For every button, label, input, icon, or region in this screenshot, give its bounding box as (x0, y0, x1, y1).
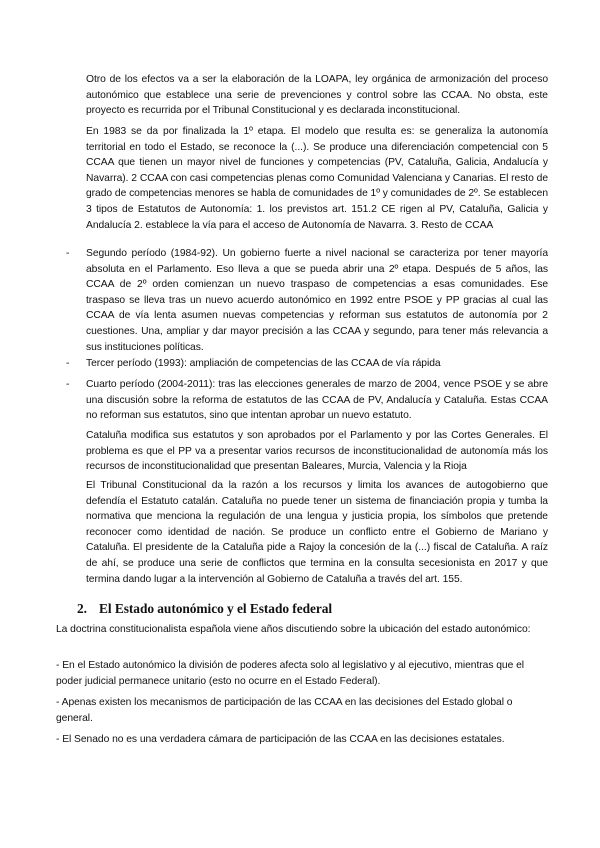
bullet-dash: - (66, 358, 70, 369)
paragraph-1983-stage: En 1983 se da por finalizada la 1º etapa. El modelo que resulta es: se generaliza la autonomía territorial en todo el Estado, se reconoce la (...). Se produce una diferenciación competencial con 5 CCAA que tienen un mayor nivel de funciones y competencias (PV, Cataluña, Galicia, Andalucía y Navarra). 2 CCAA con casi competencias plenas como Comunidad Valenciana y Canarias. El resto de grado de competencias menores se habla de comunidades de 1º y comunidades de 2º. Se establecen 3 tipos de Estatutos de Autonomía: 1. los previstos art. 151.2 CE rigen al PV, Cataluña, Galicia y Andalucía 2. establece la vía para el acceso de Autonomía de Navarra. 3. Resto de CCAA (86, 126, 548, 231)
bullet-dash: - (66, 248, 70, 259)
paragraph-cataluna-statutes: Cataluña modifica sus estatutos y son aprobados por el Parlamento y por las Cortes Generales. El problema es que el PP va a presentar varios recursos de inconstitucionalidad de autonomía más los recursos de inconstitucionalidad que presentan Baleares, Murcia, Valencia y la Rioja (86, 430, 548, 473)
paragraph-loapa: Otro de los efectos va a ser la elaboración de la LOAPA, ley orgánica de armonización del proceso autonómico que establece una serie de prevenciones y control sobre las CCAA. No obsta, este proyecto es recurrida por el Tribunal Constitucional y es declarada inconstitucional. (86, 74, 548, 117)
section-title: El Estado autonómico y el Estado federal (99, 601, 333, 616)
bullet-text: Segundo período (1984-92). Un gobierno fuerte a nivel nacional se caracteriza por tener mayoría absoluta en el Parlamento. Eso lleva a que se pueda abrir una 2º etapa. Después de 5 años, las CCAA de 2º orden comienzan un nuevo traspaso de competencias a esas comunidades. Ese traspaso se lleva tras un nuevo acuerdo autonómico en 1992 entre PSOE y PP gracias al cual las CCAA de vía lenta asumen nuevas competencias y reforman sus estatutos de autonomía por 2 cuestiones. Una, ampliar y dar mayor precisión a las CCAA y segundo, para tener más relevancia a sus instituciones políticas. (86, 248, 548, 353)
bullet-dash: - (66, 379, 70, 390)
paragraph-point-3: - El Senado no es una verdadera cámara de participación de las CCAA en las decisiones estatales. (56, 734, 505, 745)
paragraph-constitutional-court: El Tribunal Constitucional da la razón a los recursos y limita los avances de autogobierno que defendía el Estatuto catalán. Cataluña no puede tener un sistema de financiación propia y tumba la normativa que menciona la regulación de una lengua y justicia propia, los símbolos que pretende reconocer como identidad de nación. Se produce un conflicto entre el Gobierno de Mariano y Cataluña. El presidente de la Cataluña pide a Rajoy la concesión de la (...) fiscal de Cataluña. A raíz de ahí, se produce una serie de conflictos que termina en la consulta secesionista en 2017 y que termina dando lugar a la intervención al Gobierno de Cataluña a través del art. 155. (86, 480, 548, 585)
paragraph-intro: La doctrina constitucionalista española viene años discutiendo sobre la ubicación del estado autonómico: (56, 624, 531, 635)
bullet-fourth-period (66, 377, 548, 424)
bullet-second-period (66, 246, 548, 355)
bullet-text: Cuarto período (2004-2011): tras las elecciones generales de marzo de 2004, vence PSOE y se abre una discusión sobre la reforma de estatutos de las CCAA de PV, Andalucía y Cataluña. Estas CCAA no reforman sus estatutos, sino que intentan aprobar un nuevo estatuto. (86, 379, 548, 422)
section-heading (77, 600, 332, 618)
paragraph-point-2: - Apenas existen los mecanismos de participación de las CCAA en las decisiones del Estado global o general. (56, 697, 513, 724)
paragraph-point-1: - En el Estado autonómico la división de poderes afecta solo al legislativo y al ejecutivo, mientras que el poder judicial permanece unitario (esto no ocurre en el Estado Federal). (56, 660, 525, 687)
bullet-text: Tercer período (1993): ampliación de competencias de las CCAA de vía rápida (86, 358, 441, 369)
bullet-third-period (66, 356, 548, 372)
section-number: 2. (77, 601, 87, 616)
